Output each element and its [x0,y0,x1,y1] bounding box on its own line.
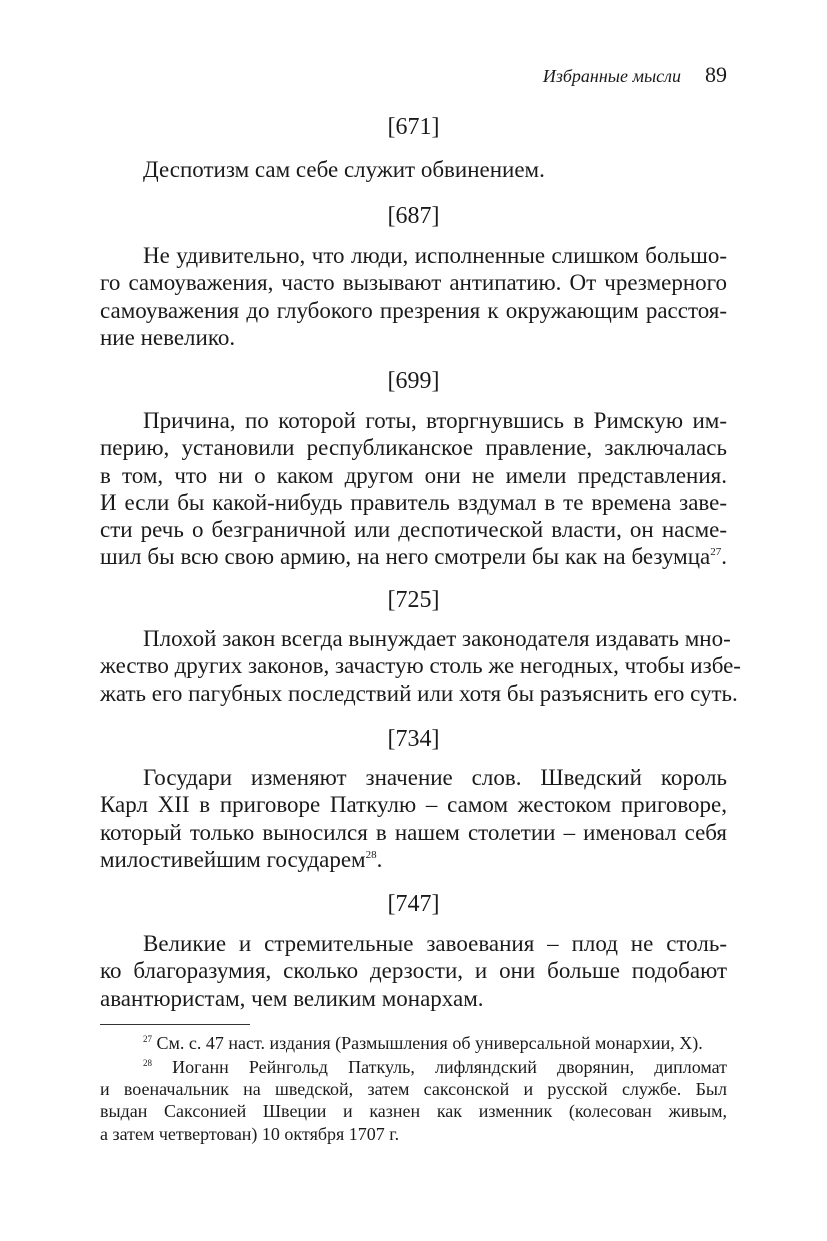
text-line: ние невелико. [100,324,236,350]
text-line: жество других законов, зачастую столь же негодных, чтобы избе- [100,653,741,679]
footnote-27 [100,1032,727,1054]
entry-number: [725] [387,587,440,613]
text-line: ко благоразумия, сколько дерзости, и они больше подобают [100,958,727,984]
text-line: в том, что ни о каком другом они не имели представления. [100,462,727,488]
text-line: который только выносился в нашем столетии – именовал себя [100,819,727,845]
entry-text [100,242,727,351]
footnote-mark: 27 [143,1034,152,1044]
text-line: го самоуважения, часто вызывают антипатию. От чрезмерного [100,270,727,296]
text-line: Деспотизм сам себе служит обвинением. [143,157,545,182]
text-fragment: . [721,544,727,570]
text-line: Плохой закон всегда вынуждает законодателя издавать мно- [143,626,731,651]
text-line: авантюристам, чем великим монархам. [100,985,484,1011]
text-line: Причина, по которой готы, вторгнувшись в Римскую им- [143,408,727,433]
footnote-divider [100,1024,250,1025]
footnote-line: а затем четвертован) 10 октября 1707 г. [100,1123,400,1144]
page-header [543,62,727,88]
text-line: самоуважения до глубокого презрения к окружающим расстоя- [100,297,727,323]
text-line: Великие и стремительные завоевания – плод не столь- [143,931,727,956]
entry-text [100,407,727,571]
text-line: Не удивительно, что люди, исполненные слишком большо- [143,243,727,268]
text-line: жать его пагубных последствий или хотя бы разъяснить его суть. [100,680,738,706]
text-line: сти речь о безграничной или деспотической власти, он насме- [100,517,727,543]
text-line: И если бы какой-нибудь правитель вздумал в те времена заве- [100,489,727,515]
entry-number: [747] [387,891,440,917]
entry-number: [671] [387,114,440,140]
text-line [100,543,727,570]
footnote-mark: 28 [143,1058,152,1068]
entry-text [100,625,741,707]
footnote-text: См. с. 47 наст. издания (Размышления об универсальной монархии, X). [156,1033,703,1053]
entry-number: [687] [387,203,440,229]
entry-text [100,764,727,873]
footnote-line [100,1032,727,1054]
footnote-line: выдан Саксонией Швеции и казнен как изменник (колесован живым, [100,1101,727,1122]
footnote-text: Иоганн Рейнгольд Паткуль, лифляндский дворянин, дипломат [172,1057,728,1077]
text-fragment: шил бы всю свою армию, на него смотрели бы как на безумца [100,544,711,570]
entry-number: [734] [387,726,440,752]
entry-number: [699] [387,368,440,394]
entry-text [100,156,727,183]
running-title: Избранные мысли [542,66,681,86]
text-line: Карл XII в приговоре Паткулю – самом жестоком приговоре, [100,792,727,818]
footnote-line [100,1056,727,1078]
page-number: 89 [705,62,727,87]
text-line: Государи изменяют значение слов. Шведский король [143,765,727,790]
footnote-line: и военачальник на шведской, затем саксонской и русской службе. Был [100,1079,727,1100]
footnote-ref-28[interactable]: 28 [365,848,377,861]
text-line [100,846,727,873]
footnote-ref-27[interactable]: 27 [710,546,722,559]
footnote-28 [100,1056,727,1145]
entry-text [100,930,727,1012]
text-line: перию, установили республиканское правление, заключалась [100,435,727,461]
text-fragment: милостивейшим государем [100,846,366,872]
text-fragment: . [376,846,383,872]
